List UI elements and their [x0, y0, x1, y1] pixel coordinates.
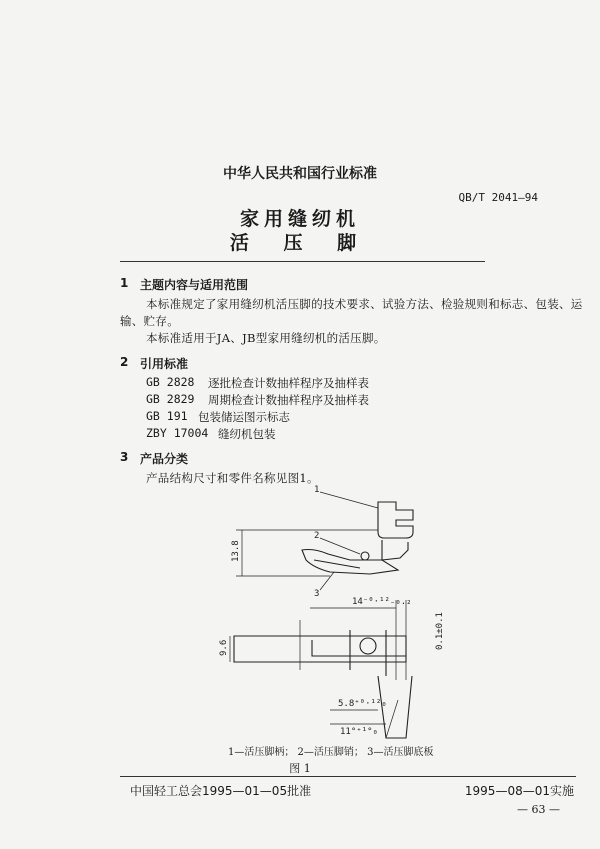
footer-divider [120, 776, 576, 777]
section-1-heading: 主题内容与适用范围 [140, 278, 249, 292]
header-title: 中华人民共和国行业标准 [223, 166, 377, 182]
dim-angle: 11°⁺¹°₀ [340, 727, 378, 737]
implementation-date: 1995—08—01实施 [464, 784, 574, 798]
part-label-3: 3 [314, 589, 320, 599]
dim-tolerance: 0.1±0.1 [435, 612, 445, 650]
section-2-heading: 引用标准 [140, 357, 189, 371]
dim-width: 14⁻⁰·¹²₋₀.₂ [352, 597, 412, 607]
ref-code: GB 191 [146, 409, 188, 423]
ref-code: GB 2828 [146, 375, 195, 389]
section-1-paragraph-line2: 输、贮存。 [120, 314, 179, 328]
ref-title: 包装储运图示标志 [198, 410, 290, 424]
ref-code: ZBY 17004 [146, 426, 209, 440]
section-3-heading: 产品分类 [140, 452, 189, 466]
document-subtitle: 活 压 脚 [229, 232, 371, 254]
part-label-1: 1 [314, 485, 320, 495]
section-1-number: 1 [120, 276, 129, 290]
section-3-number: 3 [120, 450, 129, 464]
section-2-number: 2 [120, 355, 129, 369]
section-1-paragraph-2: 本标准适用于JA、JB型家用缝纫机的活压脚。 [146, 331, 386, 345]
dim-height: 13.8 [231, 540, 241, 562]
ref-title: 缝纫机包装 [218, 427, 276, 441]
section-3-paragraph: 产品结构尺寸和零件名称见图1。 [146, 471, 319, 485]
part-label-2: 2 [314, 531, 320, 541]
standard-code: QB/T 2041—94 [458, 191, 538, 204]
presser-foot-drawing [210, 480, 450, 740]
page-number: — 63 — [517, 803, 560, 816]
section-1-paragraph-line1: 本标准规定了家用缝纫机活压脚的技术要求、试验方法、检验规则和标志、包装、运 [146, 297, 583, 311]
figure-label: 图 1 [289, 762, 311, 775]
title-divider [120, 261, 485, 262]
approval-date: 中国轻工总会1995—01—05批准 [130, 784, 312, 798]
dim-bottom: 5.8⁺⁰·¹²₀ [338, 699, 387, 709]
ref-title: 周期检查计数抽样程序及抽样表 [208, 393, 369, 407]
ref-code: GB 2829 [146, 392, 195, 406]
figure-caption: 1—活压脚柄； 2—活压脚销； 3—活压脚底板 [228, 747, 434, 758]
ref-title: 逐批检查计数抽样程序及抽样表 [208, 376, 369, 390]
dim-left: 9.6 [219, 639, 229, 656]
document-title: 家用缝纫机 [239, 208, 360, 230]
